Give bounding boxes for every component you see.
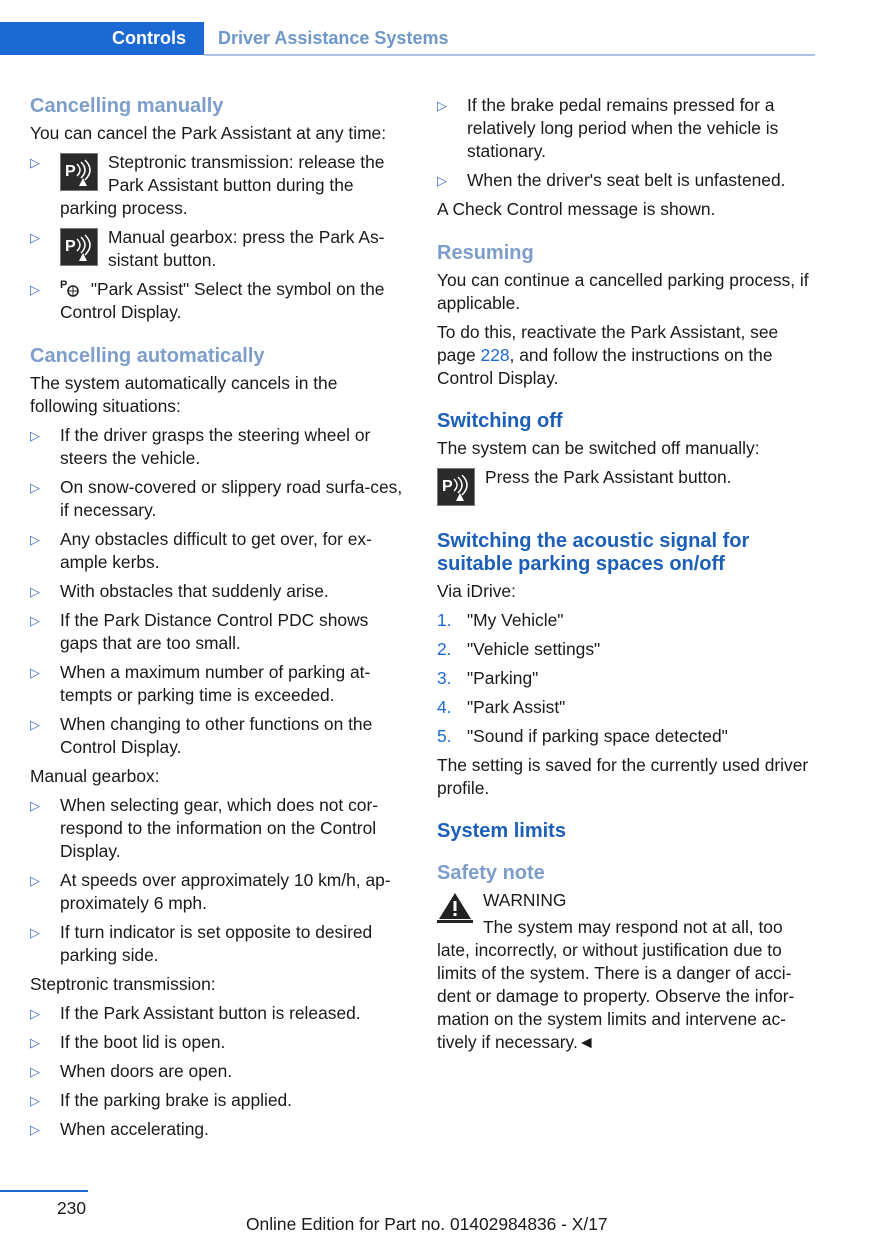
warning-triangle-icon	[437, 891, 473, 923]
step-text: "My Vehicle"	[467, 610, 564, 630]
park-assistant-button-icon	[60, 153, 98, 191]
list-item-text: When the driver's seat belt is unfastened.	[467, 170, 786, 190]
paragraph: You can cancel the Park Assistant at any time:	[30, 123, 387, 143]
triangle-bullet-icon: ▷	[30, 155, 40, 170]
list-item-text: If the Park Distance Control PDC shows gaps that are too small.	[60, 610, 369, 653]
park-assistant-button-icon	[437, 468, 475, 506]
step-text: "Park Assist"	[467, 697, 566, 717]
step-number: 2.	[437, 639, 452, 659]
step-text: "Vehicle settings"	[467, 639, 601, 659]
list-item-text: When a maximum number of parking at-tempts or parking time is exceeded.	[60, 662, 371, 705]
list-item-text: Manual gearbox: press the Park As-sistant button.	[108, 227, 385, 270]
paragraph: Via iDrive:	[437, 581, 516, 601]
list-item-text: "Park Assist" Select the symbol on the Control Display.	[60, 279, 385, 322]
footer-divider	[0, 1190, 88, 1192]
list-item-text: Steptronic transmission: release the Park Assistant button during the parking process.	[60, 152, 385, 218]
heading-cancelling-manually: Cancelling manually	[30, 95, 224, 117]
paragraph: The system automatically cancels in the following situations:	[30, 373, 338, 416]
svg-text:P: P	[442, 478, 453, 495]
triangle-bullet-icon: ▷	[30, 1035, 40, 1050]
list-item-text: At speeds over approximately 10 km/h, ap-proximately 6 mph.	[60, 870, 391, 913]
svg-text:P: P	[60, 279, 68, 291]
text-span: , and follow the instructions on the Control Display.	[437, 345, 773, 388]
park-assistant-button-icon	[60, 228, 98, 266]
list-item-text: Any obstacles difficult to get over, for ex-ample kerbs.	[60, 529, 372, 572]
triangle-bullet-icon: ▷	[437, 173, 447, 188]
triangle-bullet-icon: ▷	[30, 925, 40, 940]
triangle-bullet-icon: ▷	[30, 1093, 40, 1108]
list-item	[30, 869, 408, 915]
triangle-bullet-icon: ▷	[30, 428, 40, 443]
list-item-text: If the parking brake is applied.	[60, 1090, 293, 1110]
list-item	[30, 424, 408, 470]
check-control-message: A Check Control message is shown.	[437, 199, 716, 219]
step-number: 1.	[437, 610, 452, 630]
cancel-auto-list-continued	[437, 94, 815, 192]
step-text: "Parking"	[467, 668, 539, 688]
triangle-bullet-icon: ▷	[30, 717, 40, 732]
triangle-bullet-icon: ▷	[30, 613, 40, 628]
list-item	[30, 713, 408, 759]
page-link[interactable]: 228	[480, 345, 510, 365]
list-item	[30, 476, 408, 522]
warning-title: WARNING	[483, 890, 567, 910]
list-item	[437, 94, 815, 163]
page-number: 230	[57, 1198, 87, 1218]
text-span: To do this, reactivate the Park Assistant, see page	[437, 322, 779, 365]
header-tab-section[interactable]: Driver Assistance Systems	[218, 28, 449, 48]
list-item-text: If the Park Assistant button is released.	[60, 1003, 361, 1023]
right-column	[437, 94, 815, 1060]
list-item-text: With obstacles that suddenly arise.	[60, 581, 329, 601]
paragraph: The setting is saved for the currently used driver profile.	[437, 755, 809, 798]
triangle-bullet-icon: ▷	[30, 873, 40, 888]
list-item	[30, 921, 408, 967]
header-tab-controls[interactable]: Controls	[112, 28, 186, 48]
header-divider	[204, 54, 815, 56]
triangle-bullet-icon: ▷	[30, 798, 40, 813]
triangle-bullet-icon: ▷	[30, 665, 40, 680]
cancel-auto-list	[30, 424, 408, 759]
list-item-text: If the boot lid is open.	[60, 1032, 226, 1052]
list-item	[30, 278, 408, 324]
steptronic-label: Steptronic transmission:	[30, 974, 216, 994]
steptronic-list	[30, 1002, 408, 1141]
list-item	[30, 1089, 408, 1112]
triangle-bullet-icon: ▷	[30, 532, 40, 547]
heading-safety-note: Safety note	[437, 862, 545, 884]
paragraph	[437, 321, 815, 390]
list-item	[437, 609, 815, 632]
list-item	[437, 696, 815, 719]
park-assist-symbol-icon	[60, 278, 82, 298]
triangle-bullet-icon: ▷	[30, 1064, 40, 1079]
list-item-text: When doors are open.	[60, 1061, 233, 1081]
step-number: 3.	[437, 668, 452, 688]
list-item	[30, 661, 408, 707]
list-item	[30, 528, 408, 574]
manual-gearbox-list	[30, 794, 408, 967]
heading-switching-off: Switching off	[437, 410, 563, 432]
list-item	[437, 725, 815, 748]
list-item-text: When accelerating.	[60, 1119, 209, 1139]
manual-gearbox-label: Manual gearbox:	[30, 766, 160, 786]
list-item-text: If turn indicator is set opposite to desired parking side.	[60, 922, 373, 965]
left-column	[30, 94, 408, 1147]
switch-off-instruction	[437, 466, 815, 510]
paragraph: You can continue a cancelled parking process, if applicable.	[437, 270, 809, 313]
list-item	[30, 1060, 408, 1083]
svg-text:P: P	[65, 238, 76, 255]
cancel-manual-list	[30, 151, 408, 324]
triangle-bullet-icon: ▷	[30, 230, 40, 245]
list-item	[437, 638, 815, 661]
list-item	[30, 1118, 408, 1141]
triangle-bullet-icon: ▷	[437, 98, 447, 113]
list-item	[30, 226, 408, 272]
step-number: 4.	[437, 697, 452, 717]
list-item-text: On snow-covered or slippery road surfa-ces, if necessary.	[60, 477, 403, 520]
heading-acoustic-signal: Switching the acoustic signal for suitable parking spaces on/off	[437, 530, 750, 575]
list-item	[437, 667, 815, 690]
svg-text:P: P	[65, 163, 76, 180]
list-item	[30, 1002, 408, 1025]
list-item-text: When selecting gear, which does not cor-respond to the information on the Control Display.	[60, 795, 379, 861]
list-item	[437, 169, 815, 192]
heading-system-limits: System limits	[437, 820, 566, 842]
paragraph: The system can be switched off manually:	[437, 438, 760, 458]
step-text: "Sound if parking space detected"	[467, 726, 728, 746]
idrive-steps	[437, 609, 815, 748]
list-item-text: If the brake pedal remains pressed for a relatively long period when the vehicle is stationary.	[467, 95, 779, 161]
instruction-text: Press the Park Assistant button.	[485, 467, 732, 487]
heading-cancelling-automatically: Cancelling automatically	[30, 345, 265, 367]
warning-box	[437, 889, 815, 1054]
triangle-bullet-icon: ▷	[30, 584, 40, 599]
warning-text: The system may respond not at all, too late, incorrectly, or without justification due to limits of the system. There is a danger of acci-dent or damage to property. Observe the infor-mation on the system limits and intervene ac-tively if necessary.◄	[437, 917, 795, 1052]
heading-resuming: Resuming	[437, 242, 534, 264]
triangle-bullet-icon: ▷	[30, 480, 40, 495]
triangle-bullet-icon: ▷	[30, 1122, 40, 1137]
list-item-text: When changing to other functions on the Control Display.	[60, 714, 373, 757]
list-item	[30, 1031, 408, 1054]
list-item-text: If the driver grasps the steering wheel or steers the vehicle.	[60, 425, 371, 468]
list-item	[30, 580, 408, 603]
edition-note: Online Edition for Part no. 01402984836 - X/17	[246, 1214, 608, 1234]
triangle-bullet-icon: ▷	[30, 1006, 40, 1021]
step-number: 5.	[437, 726, 452, 746]
list-item	[30, 609, 408, 655]
list-item	[30, 794, 408, 863]
triangle-bullet-icon: ▷	[30, 282, 40, 297]
list-item	[30, 151, 408, 220]
